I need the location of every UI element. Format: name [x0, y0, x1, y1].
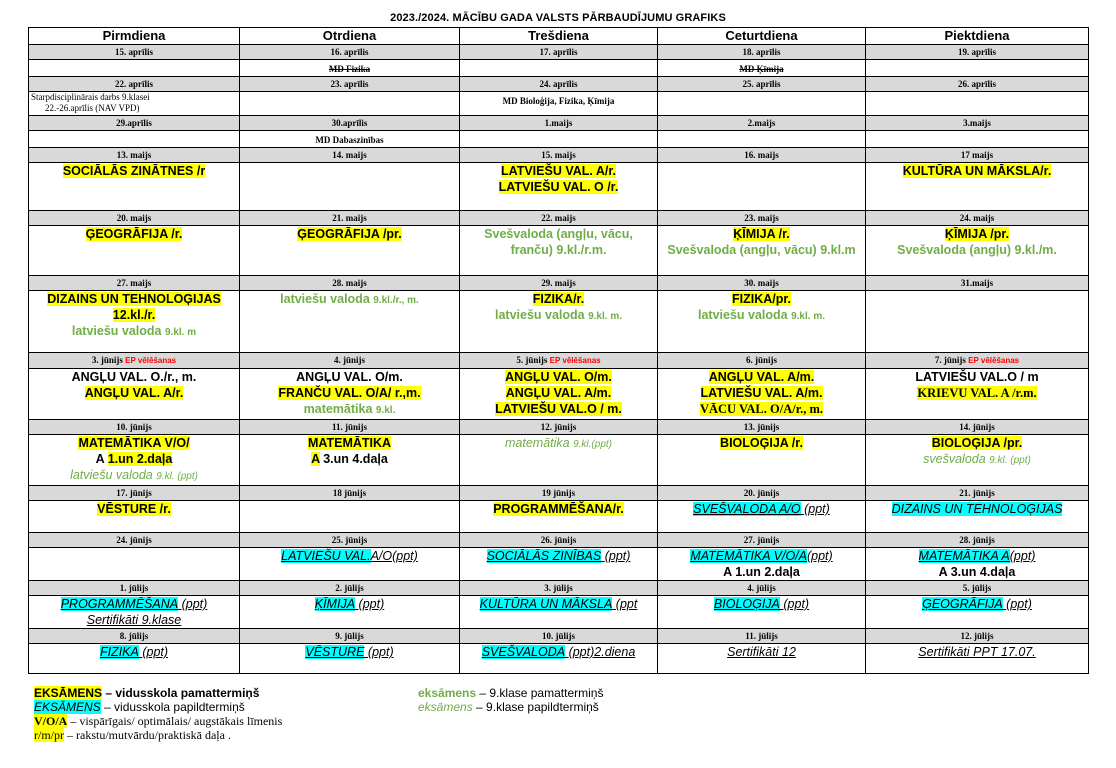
- exam-cell: [240, 596, 460, 629]
- exam-text: A 3.un 4.daļa: [938, 565, 1016, 579]
- exam-cell: [460, 369, 658, 420]
- exam-cell: [29, 60, 240, 77]
- exam-text: Sertifikāti 9.klase: [86, 613, 182, 627]
- exam-cell: [866, 291, 1089, 353]
- exam-text: DIZAINS UN TEHNOLOĢIJAS: [891, 502, 1063, 516]
- exam-cell: [240, 226, 460, 276]
- date-cell: 30. maijs: [658, 276, 866, 291]
- legend-item: r/m/pr – rakstu/mutvārdu/praktiskā daļa .: [34, 728, 231, 742]
- date-cell: 4. jūlijs: [658, 581, 866, 596]
- date-cell: 19. aprīlis: [866, 45, 1089, 60]
- exam-text: ĢEOGRĀFIJA /pr.: [297, 227, 402, 241]
- exam-text: SOCIĀLĀS ZINĪBAS (ppt): [486, 549, 631, 563]
- date-cell: 24. aprīlis: [460, 77, 658, 92]
- day-header: Otrdiena: [240, 28, 460, 45]
- exam-cell: [29, 501, 240, 533]
- exam-row: [29, 291, 1089, 353]
- date-cell: 31.maijs: [866, 276, 1089, 291]
- exam-text: A 1.un 2.daļa: [95, 452, 173, 466]
- exam-text: ANGĻU VAL. A/r.: [84, 386, 184, 400]
- exam-cell: [460, 548, 658, 581]
- exam-cell: [866, 596, 1089, 629]
- date-cell: 23. aprīlis: [240, 77, 460, 92]
- date-cell: 15. aprīlis: [29, 45, 240, 60]
- exam-text: A 3.un 4.daļa: [311, 452, 388, 466]
- legend-item: EKSĀMENS – vidusskola papildtermiņš: [34, 700, 245, 714]
- exam-cell: [29, 163, 240, 211]
- date-cell: 21. maijs: [240, 211, 460, 226]
- exam-text: MATEMĀTIKA: [307, 436, 392, 450]
- exam-text: LATVIEŠU VAL. O /r.: [498, 180, 619, 194]
- exam-text: LATVIEŠU VAL.O / m.: [495, 402, 622, 416]
- date-cell: 7. jūnijs EP vēlēšanas: [866, 353, 1089, 369]
- exam-text: ĶĪMIJA (ppt): [314, 597, 385, 611]
- exam-text: BIOLOĢIJA /pr.: [931, 436, 1023, 450]
- exam-text: FIZIKA (ppt): [99, 645, 169, 659]
- date-cell: 17. aprīlis: [460, 45, 658, 60]
- exam-cell: [29, 596, 240, 629]
- exam-md-kimija: MD Ķīmija: [739, 64, 784, 74]
- date-cell: 29. maijs: [460, 276, 658, 291]
- exam-text: A 1.un 2.daļa: [723, 565, 800, 579]
- date-cell: 11. jūnijs: [240, 420, 460, 435]
- exam-text: BIOLOĢIJA /r.: [720, 436, 803, 450]
- date-cell: 5. jūnijs EP vēlēšanas: [460, 353, 658, 369]
- exam-text: ANGĻU VAL. O/m.: [505, 370, 612, 384]
- exam-text: VĒSTURE /r.: [97, 502, 171, 516]
- exam-text: 22.-26.aprīlis (NAV VPD): [45, 103, 140, 113]
- exam-text: ANGĻU VAL. A/m.: [505, 386, 612, 400]
- exam-cell: [866, 548, 1089, 581]
- date-cell: 14. jūnijs: [866, 420, 1089, 435]
- exam-cell: [240, 548, 460, 581]
- date-cell: 6. jūnijs: [658, 353, 866, 369]
- exam-cell: [29, 291, 240, 353]
- ep-elections-label: EP vēlēšanas: [549, 356, 601, 365]
- exam-text: PROGRAMMĒŠANA/r.: [493, 502, 624, 516]
- date-cell: 13. maijs: [29, 148, 240, 163]
- exam-text: Svešvaloda (angļu) 9.kl./m.: [897, 243, 1057, 257]
- exam-cell: [240, 369, 460, 420]
- day-header: Ceturtdiena: [658, 28, 866, 45]
- day-header: Piektdiena: [866, 28, 1089, 45]
- exam-text: latviešu valoda 9.kl. m: [71, 324, 197, 338]
- exam-cell: [460, 501, 658, 533]
- exam-text: FIZIKA/r.: [532, 292, 585, 306]
- exam-text: matemātika 9.kl.: [303, 402, 396, 416]
- date-cell: 18 jūnijs: [240, 486, 460, 501]
- exam-text: MD Bioloģija, Fizika, Ķīmija: [502, 96, 615, 106]
- date-cell: 15. maijs: [460, 148, 658, 163]
- exam-text: ĶĪMIJA /pr.: [944, 227, 1010, 241]
- exam-row: [29, 435, 1089, 486]
- exam-cell: [658, 226, 866, 276]
- date-row: [29, 116, 1089, 131]
- exam-text: svešvaloda 9.kl. (ppt): [923, 452, 1031, 466]
- exam-cell: [460, 596, 658, 629]
- legend-item: eksāmens – 9.klase papildtermiņš: [418, 700, 599, 714]
- exam-row: [29, 501, 1089, 533]
- exam-text: latviešu valoda 9.kl. m.: [494, 308, 622, 322]
- exam-row: [29, 226, 1089, 276]
- date-cell: 16. aprīlis: [240, 45, 460, 60]
- exam-cell: [658, 163, 866, 211]
- exam-cell: [658, 644, 866, 674]
- exam-text: ANGĻU VAL. O/m.: [296, 370, 403, 384]
- date-cell: 26. jūnijs: [460, 533, 658, 548]
- exam-text: ANGĻU VAL. A/m.: [708, 370, 815, 384]
- date-row: [29, 420, 1089, 435]
- date-cell: 12. jūlijs: [866, 629, 1089, 644]
- exam-cell: [460, 226, 658, 276]
- exam-text: Starpdisciplinārais darbs 9.klasei: [31, 92, 150, 102]
- date-cell: 3. jūlijs: [460, 581, 658, 596]
- date-cell: 24. maijs: [866, 211, 1089, 226]
- exam-text: matemātika 9.kl.(ppt): [505, 436, 612, 450]
- exam-text: SVEŠVALODA A/O (ppt): [693, 502, 830, 516]
- exam-text: VĀCU VAL. O/A/r., m.: [699, 402, 824, 416]
- legend-right: [418, 686, 603, 714]
- legend-item: eksāmens – 9.klase pamattermiņš: [418, 686, 604, 700]
- exam-row: [29, 644, 1089, 674]
- exam-cell: [460, 131, 658, 148]
- exam-cell: [29, 369, 240, 420]
- exam-text: ANGĻU VAL. O./r., m.: [71, 370, 197, 384]
- date-cell: 22. maijs: [460, 211, 658, 226]
- exam-text: KRIEVU VAL. A /r.m.: [917, 386, 1037, 400]
- exam-text: MATEMĀTIKA V/O/A(ppt): [690, 549, 833, 563]
- exam-text: Svešvaloda (angļu, vācu, franču) 9.kl./r.m.: [484, 227, 633, 257]
- exam-cell: [866, 92, 1089, 116]
- date-cell: 13. jūnijs: [658, 420, 866, 435]
- exam-cell: [29, 644, 240, 674]
- exam-text: 12.kl./r.: [112, 308, 156, 322]
- exam-cell: [658, 92, 866, 116]
- ep-elections-label: EP vēlēšanas: [125, 356, 177, 365]
- date-row: [29, 276, 1089, 291]
- date-row: [29, 77, 1089, 92]
- date-cell: 1.maijs: [460, 116, 658, 131]
- date-cell: 23. maijs: [658, 211, 866, 226]
- exam-cell: [240, 435, 460, 486]
- exam-row: [29, 369, 1089, 420]
- exam-cell: [29, 548, 240, 581]
- date-cell: 12. jūnijs: [460, 420, 658, 435]
- exam-row: [29, 131, 1089, 148]
- exam-text: Sertifikāti PPT 17.07.: [918, 645, 1036, 659]
- date-cell: 17 maijs: [866, 148, 1089, 163]
- date-cell: 21. jūnijs: [866, 486, 1089, 501]
- exam-text: KULTŪRA UN MĀKSLA/r.: [902, 164, 1052, 178]
- exam-cell: [29, 92, 240, 116]
- date-cell: 17. jūnijs: [29, 486, 240, 501]
- exam-text: LATVIEŠU VAL. A/r.: [500, 164, 617, 178]
- exam-row: [29, 163, 1089, 211]
- exam-text: latviešu valoda 9.kl. (ppt): [70, 468, 198, 482]
- exam-cell: [866, 644, 1089, 674]
- legend-item: EKSĀMENS – vidusskola pamattermiņš: [34, 686, 260, 700]
- exam-cell: [658, 548, 866, 581]
- exam-cell: [460, 60, 658, 77]
- exam-text: ĶĪMIJA /r.: [733, 227, 790, 241]
- exam-cell: [866, 435, 1089, 486]
- date-cell: 28. jūnijs: [866, 533, 1089, 548]
- day-header: Pirmdiena: [29, 28, 240, 45]
- exam-cell: [866, 226, 1089, 276]
- exam-cell: [658, 60, 866, 77]
- date-row: [29, 581, 1089, 596]
- exam-schedule-table: [28, 27, 1089, 674]
- date-cell: 28. maijs: [240, 276, 460, 291]
- date-cell: 24. jūnijs: [29, 533, 240, 548]
- exam-text: SVEŠVALODA (ppt)2.diena: [481, 645, 636, 659]
- exam-text: VĒSTURE (ppt): [305, 645, 394, 659]
- date-row: [29, 533, 1089, 548]
- date-cell: 25. jūnijs: [240, 533, 460, 548]
- exam-text: MATEMĀTIKA V/O/: [78, 436, 190, 450]
- date-cell: 2. jūlijs: [240, 581, 460, 596]
- date-cell: 5. jūlijs: [866, 581, 1089, 596]
- date-cell: 3. jūnijs EP vēlēšanas: [29, 353, 240, 369]
- date-cell: 2.maijs: [658, 116, 866, 131]
- date-cell: 18. aprīlis: [658, 45, 866, 60]
- exam-cell: [460, 435, 658, 486]
- date-row: [29, 353, 1089, 369]
- exam-cell: [866, 60, 1089, 77]
- exam-cell: [240, 60, 460, 77]
- exam-cell: [240, 131, 460, 148]
- exam-row: [29, 60, 1089, 77]
- date-cell: 22. aprīlis: [29, 77, 240, 92]
- exam-cell: [866, 501, 1089, 533]
- exam-row: [29, 92, 1089, 116]
- date-cell: 27. maijs: [29, 276, 240, 291]
- exam-cell: [29, 435, 240, 486]
- exam-text: FIZIKA/pr.: [731, 292, 792, 306]
- exam-text: latviešu valoda 9.kl./r., m.: [280, 292, 419, 306]
- date-cell: 25. aprīlis: [658, 77, 866, 92]
- date-row: [29, 45, 1089, 60]
- exam-row: [29, 596, 1089, 629]
- date-cell: 10. jūlijs: [460, 629, 658, 644]
- date-cell: 26. aprīlis: [866, 77, 1089, 92]
- date-cell: 27. jūnijs: [658, 533, 866, 548]
- exam-cell: [866, 369, 1089, 420]
- day-header: Trešdiena: [460, 28, 658, 45]
- date-row: [29, 148, 1089, 163]
- date-cell: 9. jūlijs: [240, 629, 460, 644]
- date-cell: 3.maijs: [866, 116, 1089, 131]
- exam-cell: [240, 644, 460, 674]
- exam-cell: [240, 92, 460, 116]
- exam-text: LATVIEŠU VAL.O / m: [915, 370, 1039, 384]
- exam-cell: [866, 163, 1089, 211]
- exam-cell: [866, 131, 1089, 148]
- exam-cell: [460, 163, 658, 211]
- exam-text: LATVIEŠU VAL. A/m.: [700, 386, 823, 400]
- header-row: [29, 28, 1089, 45]
- legend-left: [34, 686, 282, 742]
- exam-cell: [658, 501, 866, 533]
- date-cell: 11. jūlijs: [658, 629, 866, 644]
- exam-text: Sertifikāti 12: [727, 645, 796, 659]
- date-cell: 4. jūnijs: [240, 353, 460, 369]
- exam-md-fizika: MD Fizika: [328, 64, 371, 74]
- date-cell: 20. jūnijs: [658, 486, 866, 501]
- exam-text: MD Dabaszinības: [315, 135, 384, 145]
- exam-text: KULTŪRA UN MĀKSLA (ppt: [479, 597, 638, 611]
- legend-item: V/O/A – vispārīgais/ optimālais/ augstākais līmenis: [34, 714, 283, 728]
- exam-cell: [460, 92, 658, 116]
- date-cell: 29.aprīlis: [29, 116, 240, 131]
- exam-text: latviešu valoda 9.kl. m.: [697, 308, 825, 322]
- date-cell: 30.aprīlis: [240, 116, 460, 131]
- date-cell: 8. jūlijs: [29, 629, 240, 644]
- date-cell: 14. maijs: [240, 148, 460, 163]
- exam-cell: [658, 291, 866, 353]
- exam-cell: [658, 369, 866, 420]
- exam-text: ĢEOGRĀFIJA /r.: [85, 227, 183, 241]
- ep-elections-label: EP vēlēšanas: [968, 356, 1020, 365]
- date-cell: 19 jūnijs: [460, 486, 658, 501]
- date-row: [29, 629, 1089, 644]
- date-row: [29, 486, 1089, 501]
- date-cell: 16. maijs: [658, 148, 866, 163]
- exam-text: LATVIEŠU VAL.A/O(ppt): [281, 549, 418, 563]
- exam-cell: [240, 291, 460, 353]
- exam-text: MATEMĀTIKA A(ppt): [918, 549, 1036, 563]
- exam-cell: [460, 644, 658, 674]
- exam-text: DIZAINS UN TEHNOLOĢIJAS: [47, 292, 221, 306]
- exam-text: Svešvaloda (angļu, vācu) 9.kl.m: [667, 243, 856, 257]
- exam-cell: [240, 501, 460, 533]
- exam-text: SOCIĀLĀS ZINĀTNES /r: [62, 164, 206, 178]
- exam-row: [29, 548, 1089, 581]
- date-cell: 10. jūnijs: [29, 420, 240, 435]
- page-title: 2023./2024. MĀCĪBU GADA VALSTS PĀRBAUDĪJUMU GRAFIKS: [390, 12, 726, 24]
- exam-cell: [658, 131, 866, 148]
- exam-cell: [29, 226, 240, 276]
- exam-cell: [29, 131, 240, 148]
- exam-cell: [658, 435, 866, 486]
- exam-text: FRANČU VAL. O/A/ r.,m.: [278, 386, 421, 400]
- exam-text: PROGRAMMĒŠANA (ppt): [60, 597, 208, 611]
- exam-cell: [658, 596, 866, 629]
- date-cell: 1. jūlijs: [29, 581, 240, 596]
- exam-cell: [240, 163, 460, 211]
- exam-text: BIOLOĢIJA (ppt): [713, 597, 810, 611]
- exam-text: ĢEOGRĀFIJA (ppt): [922, 597, 1032, 611]
- date-row: [29, 211, 1089, 226]
- exam-cell: [460, 291, 658, 353]
- date-cell: 20. maijs: [29, 211, 240, 226]
